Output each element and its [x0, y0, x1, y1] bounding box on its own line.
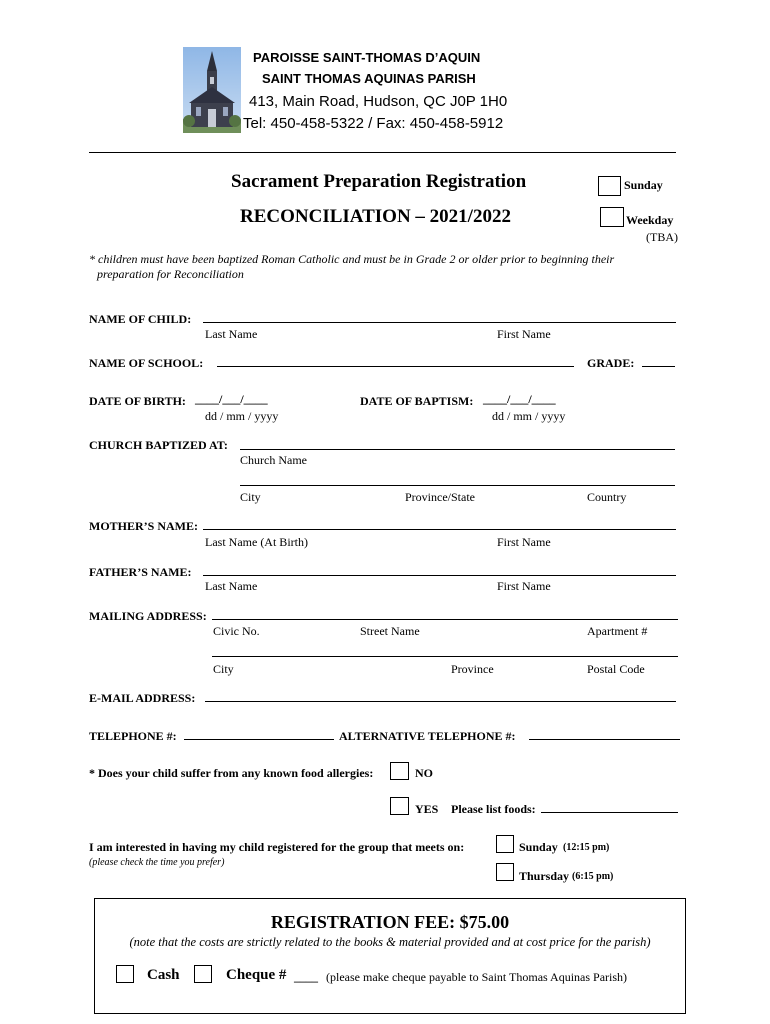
mailing-city-caption: City [213, 662, 234, 676]
apartment-caption: Apartment # [587, 624, 648, 638]
mother-name-label: MOTHER’S NAME: [89, 519, 198, 533]
civic-no-caption: Civic No. [213, 624, 260, 638]
parish-name-en: SAINT THOMAS AQUINAS PARISH [262, 71, 476, 86]
church-icon [183, 47, 241, 133]
allergy-no-checkbox[interactable] [390, 762, 409, 780]
group-sunday-label: Sunday [519, 840, 558, 854]
form-subtitle: RECONCILIATION – 2021/2022 [240, 206, 511, 227]
group-sunday-time: (12:15 pm) [563, 842, 610, 853]
school-input[interactable] [217, 366, 574, 367]
church-location-input[interactable] [240, 485, 675, 486]
eligibility-note-line1: * children must have been baptized Roman Catholic and must be in Grade 2 or older prior to beginning their [89, 252, 615, 266]
alt-telephone-label: ALTERNATIVE TELEPHONE #: [339, 729, 516, 743]
grade-label: GRADE: [587, 356, 635, 370]
weekday-session-checkbox[interactable] [600, 207, 624, 227]
sunday-session-checkbox[interactable] [598, 176, 621, 196]
fee-note: (note that the costs are strictly related to the books & material provided and at cost price for the parish) [129, 935, 651, 949]
group-thursday-checkbox[interactable] [496, 863, 514, 881]
sunday-session-label: Sunday [624, 178, 663, 192]
dob-label: DATE OF BIRTH: [89, 394, 186, 408]
parish-address: 413, Main Road, Hudson, QC J0P 1H0 [249, 93, 508, 110]
parish-name-fr: PAROISSE SAINT-THOMAS D’AQUIN [253, 50, 481, 65]
cheque-label: Cheque # [226, 967, 287, 983]
allergy-yes-label: YES [415, 802, 439, 816]
form-title: Sacrament Preparation Registration [231, 171, 527, 192]
allergy-foods-input[interactable] [541, 812, 678, 813]
baptism-date-label: DATE OF BAPTISM: [360, 394, 474, 408]
mother-first-name-caption: First Name [497, 535, 551, 549]
mailing-address-label: MAILING ADDRESS: [89, 609, 207, 623]
email-input[interactable] [205, 701, 676, 702]
church-city-caption: City [240, 490, 261, 504]
mailing-city-input[interactable] [212, 656, 678, 657]
mailing-province-caption: Province [451, 662, 494, 676]
child-name-label: NAME OF CHILD: [89, 312, 192, 326]
email-label: E-MAIL ADDRESS: [89, 691, 196, 705]
father-name-label: FATHER’S NAME: [89, 565, 192, 579]
telephone-input[interactable] [184, 739, 334, 740]
mailing-street-input[interactable] [212, 619, 678, 620]
church-country-caption: Country [587, 490, 627, 504]
telephone-label: TELEPHONE #: [89, 729, 177, 743]
street-name-caption: Street Name [360, 624, 420, 638]
eligibility-note-line2: preparation for Reconciliation [97, 267, 244, 281]
child-first-name-caption: First Name [497, 327, 551, 341]
father-last-name-caption: Last Name [205, 579, 258, 593]
mother-last-name-caption: Last Name (At Birth) [205, 535, 308, 549]
child-name-input[interactable] [203, 322, 676, 323]
baptism-date-format: dd / mm / yyyy [492, 409, 566, 423]
postal-code-caption: Postal Code [587, 662, 645, 676]
parish-phone: Tel: 450-458-5322 / Fax: 450-458-5912 [243, 115, 504, 132]
mother-name-input[interactable] [203, 529, 676, 530]
group-question: I am interested in having my child registered for the group that meets on: [89, 840, 465, 854]
grade-input[interactable] [642, 366, 675, 367]
group-sunday-checkbox[interactable] [496, 835, 514, 853]
cheque-checkbox[interactable] [194, 965, 212, 983]
father-first-name-caption: First Name [497, 579, 551, 593]
cash-label: Cash [147, 967, 180, 983]
cash-checkbox[interactable] [116, 965, 134, 983]
weekday-tba: (TBA) [646, 230, 678, 244]
church-name-caption: Church Name [240, 453, 307, 467]
church-name-input[interactable] [240, 449, 675, 450]
weekday-session-label: Weekday [626, 213, 674, 227]
fee-title: REGISTRATION FEE: $75.00 [270, 912, 510, 932]
cheque-number-input[interactable]: ____ [294, 970, 318, 984]
school-label: NAME OF SCHOOL: [89, 356, 204, 370]
dob-input[interactable]: ____/___/____ [195, 392, 268, 406]
cheque-note: (please make cheque payable to Saint Thomas Aquinas Parish) [326, 970, 628, 984]
church-province-caption: Province/State [405, 490, 475, 504]
dob-format: dd / mm / yyyy [205, 409, 279, 423]
church-label: CHURCH BAPTIZED AT: [89, 438, 228, 452]
allergy-yes-checkbox[interactable] [390, 797, 409, 815]
father-name-input[interactable] [203, 575, 676, 576]
child-last-name-caption: Last Name [205, 327, 258, 341]
allergy-no-label: NO [415, 766, 433, 780]
group-thursday-time: (6:15 pm) [572, 871, 614, 882]
allergy-list-label: Please list foods: [451, 802, 536, 816]
alt-telephone-input[interactable] [529, 739, 680, 740]
allergy-question: * Does your child suffer from any known food allergies: [89, 766, 374, 780]
group-hint: (please check the time you prefer) [89, 857, 225, 868]
header-divider [89, 152, 676, 153]
baptism-date-input[interactable]: ____/___/____ [483, 392, 556, 406]
group-thursday-label: Thursday [519, 869, 570, 883]
